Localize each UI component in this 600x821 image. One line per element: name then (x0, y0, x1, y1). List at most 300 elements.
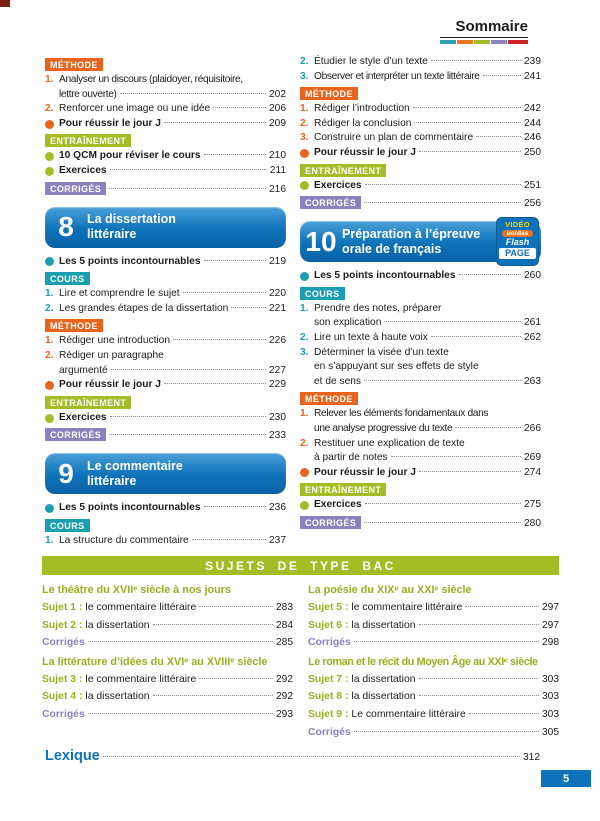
entry-text: Construire un plan de commentaire (314, 132, 474, 144)
bac-group-heading: Le théâtre du XVIIᵉ siècle à nos jours (42, 584, 231, 596)
badge-row (45, 134, 286, 147)
entry-number-marker: 3. (300, 346, 309, 358)
entry-text: Exercices (59, 411, 107, 423)
toc-entry (300, 102, 541, 117)
page-number: 274 (524, 466, 541, 478)
entry-text: Rédiger l’introduction (314, 103, 410, 115)
page-number: 246 (524, 132, 541, 144)
dotted-leader (183, 292, 266, 293)
entry-number-marker: 2. (300, 56, 309, 67)
page-number: 297 (542, 619, 559, 631)
entry-text: Rédiger une introduction (59, 335, 171, 347)
page-number: 221 (269, 302, 286, 314)
dotted-leader (110, 416, 266, 417)
dotted-leader (164, 122, 266, 123)
chapter-header-8 (45, 207, 286, 248)
toc-entry (300, 331, 541, 346)
entry-number-marker: 2. (300, 437, 309, 449)
toc-entry-line (300, 316, 541, 331)
entry-bullet-cell (300, 468, 314, 477)
bac-row (308, 706, 559, 724)
page-number: 292 (276, 673, 293, 685)
page-number: 206 (269, 103, 286, 115)
entry-bullet-cell (300, 501, 314, 510)
bac-row-text: la dissertation (351, 673, 416, 685)
chapter-title: La dissertation littéraire (87, 212, 176, 242)
bullet-icon (300, 149, 309, 158)
corrig-s-badge: CORRIGÉS (300, 516, 361, 529)
page-number: 292 (276, 691, 293, 703)
dotted-leader (476, 136, 521, 137)
entry-number-marker: 3. (300, 70, 309, 82)
dotted-leader (364, 202, 521, 203)
entra-nement-badge: ENTRAÎNEMENT (45, 134, 131, 147)
entry-bullet-cell (300, 272, 314, 281)
bullet-icon (45, 152, 54, 161)
entry-text: et de sens (314, 375, 362, 387)
page-title: Sommaire (440, 18, 528, 38)
m-thode-badge: MÉTHODE (300, 392, 358, 405)
page-number: 219 (269, 255, 286, 267)
entry-text: Pour réussir le jour J (59, 379, 161, 391)
page-number: 239 (524, 56, 541, 67)
bac-row (308, 617, 559, 635)
entry-text: Les 5 points incontournables (59, 255, 201, 267)
page-number: 275 (524, 499, 541, 511)
entry-number-marker: 1. (45, 335, 54, 347)
entry-text: Exercices (314, 179, 362, 191)
toc-entry-line (45, 255, 286, 270)
toc-entry (45, 164, 286, 179)
page-number: 261 (524, 317, 541, 329)
bac-group-heading: La poésie du XIXᵉ au XXIᵉ siècle (308, 584, 472, 596)
entry-bullet-cell (45, 381, 59, 390)
dotted-leader (365, 184, 521, 185)
badge-row (300, 392, 541, 405)
toc-column-right (300, 55, 541, 549)
m-thode-badge: MÉTHODE (45, 319, 103, 332)
entry-text: Les 5 points incontournables (314, 270, 456, 282)
dotted-leader (120, 93, 266, 94)
badge-row (45, 319, 286, 332)
toc-entry (300, 437, 541, 466)
chapter-number: 8 (58, 211, 74, 243)
toc-entry (45, 287, 286, 302)
bac-banner: SUJETS DE TYPE BAC (42, 556, 559, 575)
badge-row (45, 272, 286, 285)
page-number: 209 (269, 117, 286, 129)
toc-entry (300, 55, 541, 70)
video-flashpage-badge (497, 218, 538, 265)
dotted-leader (204, 506, 266, 507)
m-thode-badge: MÉTHODE (45, 58, 103, 71)
corrig-s-badge: CORRIGÉS (45, 428, 106, 441)
corriges-label: Corrigés (308, 726, 351, 738)
entry-text: Rédiger un paragraphe (59, 349, 164, 361)
entry-text: Observer et interpréter un texte littéraire (314, 70, 480, 82)
entry-bullet-cell (45, 167, 59, 176)
toc-entry-line (300, 269, 541, 284)
page-number: 216 (269, 183, 286, 195)
dotted-leader (111, 369, 266, 370)
entry-number-marker: 1. (300, 408, 309, 420)
entry-text: Lire et comprendre le sujet (59, 288, 180, 300)
header-colorbar-segment (508, 40, 528, 44)
bullet-icon (300, 468, 309, 477)
chapter-number: 10 (305, 225, 337, 257)
toc-entry-line (45, 88, 286, 103)
entry-number-marker: 2. (45, 302, 54, 314)
toc-entry-line (300, 117, 541, 132)
dotted-leader (419, 471, 521, 472)
toc-entry-line (300, 407, 541, 422)
badge-row (45, 519, 286, 532)
entry-text: Pour réussir le jour J (314, 466, 416, 478)
toc-entry (45, 149, 286, 164)
bac-row (42, 706, 293, 724)
entry-number-marker: 2. (45, 103, 54, 115)
toc-entry-line (300, 422, 541, 437)
dotted-leader (199, 606, 273, 607)
entry-text: Les grandes étapes de la dissertation (59, 302, 229, 314)
dotted-leader (354, 731, 539, 732)
dotted-leader (365, 503, 521, 504)
toc-entry-line (300, 498, 541, 513)
entry-number-marker: 1. (300, 302, 309, 314)
entry-text: Exercices (59, 164, 107, 176)
page-number: 297 (542, 602, 559, 613)
page-number: 220 (269, 288, 286, 300)
bac-row-text: le commentaire littéraire (85, 673, 197, 685)
toc-entry (45, 73, 286, 102)
chapter-number: 9 (58, 457, 74, 489)
header-colorbar-segment (474, 40, 490, 44)
entry-text: Étudier le style d’un texte (314, 56, 428, 67)
page-number: 305 (542, 726, 559, 738)
dotted-leader (431, 60, 521, 61)
page-number: 250 (524, 146, 541, 158)
dotted-leader (213, 107, 266, 108)
toc-entry (45, 501, 286, 516)
bullet-icon (45, 120, 54, 129)
m-thode-badge: MÉTHODE (300, 87, 358, 100)
corriges-label: Corrigés (308, 637, 351, 649)
dotted-leader (413, 107, 521, 108)
entra-nement-badge: ENTRAÎNEMENT (300, 164, 386, 177)
entry-text: 10 QCM pour réviser le cours (59, 150, 201, 162)
page-number: 283 (276, 602, 293, 613)
toc-entry-line (45, 73, 286, 88)
bullet-icon (300, 181, 309, 190)
header-colorbar-segment (440, 40, 456, 44)
entry-number-marker: 1. (45, 288, 54, 300)
entry-bullet-cell (300, 149, 314, 158)
toc-entry-line (45, 534, 286, 549)
bullet-icon (45, 414, 54, 423)
entry-text: son explication (314, 317, 382, 329)
page-number: 298 (542, 637, 559, 649)
page-number: 211 (269, 164, 286, 176)
chapter-header-9 (45, 453, 286, 494)
dotted-leader (364, 522, 521, 523)
header-colorbar-segment (457, 40, 473, 44)
bac-row-text: la dissertation (351, 619, 416, 631)
toc-entry (300, 498, 541, 513)
bac-row (42, 599, 293, 617)
sujet-label: Sujet 5 : (308, 602, 349, 613)
page-number: 285 (276, 637, 293, 649)
video-badge-flash-label: Flash (505, 237, 530, 248)
toc-entry-line (300, 131, 541, 146)
page-number: 303 (542, 708, 559, 720)
toc-entry-line (45, 501, 286, 516)
toc-entry (300, 117, 541, 132)
toc-entry-line (300, 55, 541, 70)
dotted-leader (153, 624, 273, 625)
corriges-label: Corrigés (42, 708, 85, 720)
bac-row-text: la dissertation (85, 691, 150, 703)
dotted-leader (414, 122, 521, 123)
bac-row (308, 599, 559, 617)
sujet-label: Sujet 9 : (308, 708, 349, 720)
page-number: 226 (269, 335, 286, 347)
entry-text: Pour réussir le jour J (59, 117, 161, 129)
bac-row (308, 724, 559, 742)
entry-text: La structure du commentaire (59, 534, 189, 546)
entry-number-marker: 3. (300, 132, 309, 144)
page-number: 233 (269, 430, 286, 442)
entry-bullet-cell (45, 152, 59, 161)
toc-entry-line (300, 70, 541, 85)
dotted-leader (483, 75, 521, 76)
page-number: 229 (269, 379, 286, 391)
dotted-leader (164, 383, 266, 384)
page-number: 303 (542, 673, 559, 685)
badge-row (45, 182, 286, 195)
dotted-leader (88, 713, 273, 714)
bac-row-text: la dissertation (351, 691, 416, 703)
bac-row (42, 688, 293, 706)
toc-entry (300, 407, 541, 436)
dotted-leader (469, 713, 539, 714)
dotted-leader (204, 154, 266, 155)
bac-row-text: le commentaire littéraire (351, 602, 463, 613)
bac-row (308, 688, 559, 706)
toc-entry (45, 302, 286, 317)
dotted-leader (465, 606, 539, 607)
dotted-leader (431, 336, 521, 337)
entry-text: argumenté (59, 364, 108, 376)
bac-row (308, 671, 559, 689)
video-badge-video-label: VIDÉO (505, 220, 530, 230)
toc-entry (45, 378, 286, 393)
dotted-leader (384, 321, 521, 322)
cours-badge: COURS (45, 272, 90, 285)
sujet-label: Sujet 6 : (308, 619, 349, 631)
entry-text: lettre ouverte) (59, 88, 117, 100)
entry-text: Rédiger la conclusion (314, 117, 412, 129)
sujet-label: Sujet 1 : (42, 602, 83, 613)
entry-bullet-cell (45, 504, 59, 513)
page-number: 227 (269, 364, 286, 376)
toc-entry-line (300, 179, 541, 194)
entry-text: une analyse progressive du texte (314, 422, 453, 434)
bullet-icon (45, 381, 54, 390)
dotted-leader (455, 427, 521, 428)
toc-entry-line (300, 466, 541, 481)
entry-text: Pour réussir le jour J (314, 146, 416, 158)
page-number: 284 (276, 619, 293, 631)
page-number: 202 (269, 88, 286, 100)
badge-row (300, 287, 541, 300)
corriges-label: Corrigés (42, 637, 85, 649)
video-badge-page-label: PAGE (499, 248, 536, 259)
dotted-leader (354, 641, 539, 642)
page-number: 241 (524, 70, 541, 82)
entry-bullet-cell (300, 181, 314, 190)
page-number: 293 (276, 708, 293, 720)
page-number: 5 (562, 772, 570, 785)
entry-number-marker: 1. (45, 534, 54, 546)
entry-text: Prendre des notes, préparer (314, 302, 442, 314)
entry-text: Renforcer une image ou une idée (59, 103, 211, 115)
dotted-leader (109, 188, 266, 189)
header-colorbar (440, 40, 528, 44)
badge-row (300, 483, 541, 496)
bac-group-heading: Le roman et le récit du Moyen Âge au XXIᵉ siècle (308, 655, 538, 668)
toc-entry (45, 117, 286, 132)
entry-text: en s’appuyant sur ses effets de style (314, 361, 479, 373)
corrig-s-badge: CORRIGÉS (45, 182, 106, 195)
toc-entry-line (300, 360, 541, 375)
toc-entry (300, 302, 541, 331)
chapter-title: Préparation à l’épreuve orale de français (342, 226, 481, 256)
toc-entry-line (45, 364, 286, 379)
toc-entry-line (45, 302, 286, 317)
page-number: 262 (524, 331, 541, 343)
toc-entry (300, 269, 541, 284)
toc-entry (300, 131, 541, 146)
entra-nement-badge: ENTRAÎNEMENT (300, 483, 386, 496)
toc-entry-line (45, 334, 286, 349)
cours-badge: COURS (45, 519, 90, 532)
lexique-label: Lexique (45, 748, 100, 764)
toc-entry (300, 179, 541, 194)
toc-entry-line (300, 146, 541, 161)
sujet-label: Sujet 7 : (308, 673, 349, 685)
toc-entry-line (45, 117, 286, 132)
toc-columns (45, 55, 541, 549)
dotted-leader (419, 624, 539, 625)
page-number: 237 (269, 534, 286, 546)
entry-text: Déterminer la visée d’un texte (314, 346, 449, 358)
dotted-leader (173, 339, 266, 340)
header-colorbar-segment (491, 40, 507, 44)
badge-row (300, 164, 541, 177)
entry-number-marker: 2. (45, 349, 54, 361)
entra-nement-badge: ENTRAÎNEMENT (45, 396, 131, 409)
bac-columns (42, 580, 559, 741)
page-number: 210 (269, 150, 286, 162)
dotted-leader (103, 756, 520, 757)
chapter-title: Le commentaire littéraire (87, 459, 183, 488)
entry-text: Lire un texte à haute voix (314, 331, 428, 343)
page-number: 244 (524, 117, 541, 129)
toc-entry (300, 466, 541, 481)
entry-text: Restituer une explication de texte (314, 437, 465, 449)
dotted-leader (204, 260, 266, 261)
bullet-icon (45, 257, 54, 266)
entry-number-marker: 2. (300, 117, 309, 129)
bac-row-text: le commentaire littéraire (85, 602, 197, 613)
toc-entry-line (300, 331, 541, 346)
toc-entry (300, 146, 541, 161)
badge-row (300, 516, 541, 529)
bac-section (42, 556, 559, 741)
bac-column-right (308, 580, 559, 741)
entry-number-marker: 2. (300, 331, 309, 343)
bac-row (42, 634, 293, 652)
entry-number-marker: 1. (45, 74, 54, 85)
dotted-leader (231, 307, 266, 308)
entry-bullet-cell (45, 414, 59, 423)
badge-row (300, 196, 541, 209)
toc-column-left (45, 55, 286, 549)
bac-row (308, 634, 559, 652)
toc-entry-line (45, 411, 286, 426)
sujet-label: Sujet 3 : (42, 673, 83, 685)
bac-row-text: Le commentaire littéraire (351, 708, 466, 720)
page-number: 260 (524, 270, 541, 282)
dotted-leader (88, 641, 273, 642)
toc-entry (45, 349, 286, 378)
toc-entry-line (45, 149, 286, 164)
video-badge-bordas-label: bordas (502, 230, 533, 237)
dotted-leader (419, 678, 539, 679)
dotted-leader (419, 151, 521, 152)
entry-text: à partir de notes (314, 452, 388, 464)
sujet-label: Sujet 8 : (308, 691, 349, 703)
toc-entry-line (45, 287, 286, 302)
dotted-leader (419, 695, 539, 696)
bac-group-heading: La littérature d’idées du XVIᵉ au XVIIIᵉ siècle (42, 655, 268, 668)
entry-bullet-cell (45, 120, 59, 129)
toc-entry-line (300, 451, 541, 466)
page-number: 236 (269, 502, 286, 514)
page-number: 256 (524, 198, 541, 210)
bac-row-text: la dissertation (85, 619, 150, 631)
page-number-box (541, 770, 591, 787)
dotted-leader (109, 434, 266, 435)
toc-entry (45, 411, 286, 426)
bac-column-left (42, 580, 293, 741)
page-number: 269 (524, 452, 541, 464)
toc-entry (300, 70, 541, 85)
bullet-icon (300, 272, 309, 281)
page-number: 251 (524, 179, 541, 191)
entry-text: Analyser un discours (plaidoyer, réquisitoire, (59, 74, 243, 85)
toc-entry (45, 534, 286, 549)
lexique-row (45, 748, 540, 764)
dotted-leader (199, 678, 273, 679)
toc-entry-line (300, 102, 541, 117)
badge-row (300, 87, 541, 100)
toc-entry-line (300, 346, 541, 361)
badge-row (45, 396, 286, 409)
toc-entry (300, 346, 541, 390)
dotted-leader (192, 539, 266, 540)
entry-text: Relever les éléments fondamentaux dans (314, 408, 489, 420)
